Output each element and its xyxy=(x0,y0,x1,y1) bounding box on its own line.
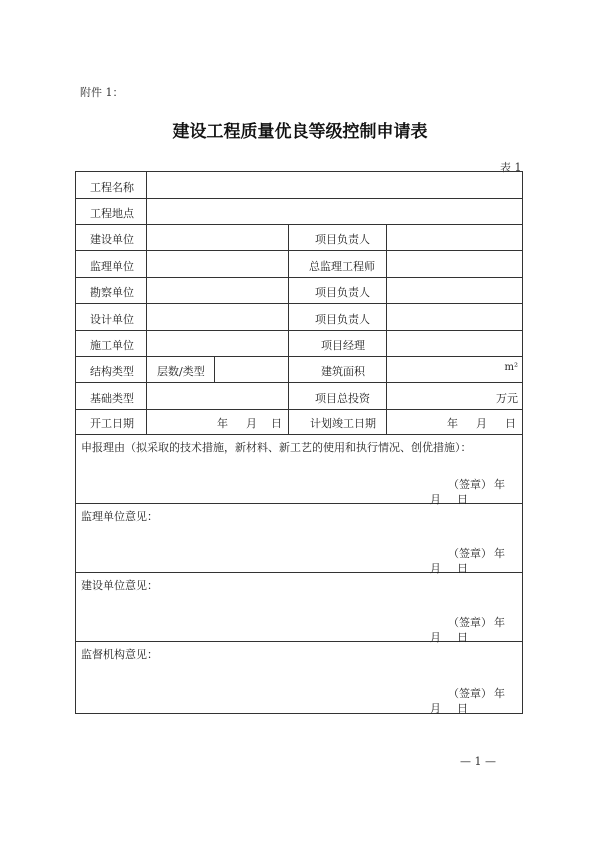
foundation-type-value[interactable] xyxy=(147,383,289,409)
survey-unit-value[interactable] xyxy=(147,278,289,303)
project-name-label: 工程名称 xyxy=(90,181,134,194)
project-leader-label-1: 项目负责人 xyxy=(315,233,370,246)
chief-supervisor-label: 总监理工程师 xyxy=(309,260,375,273)
authority-year: 年 xyxy=(494,687,505,700)
project-manager-value[interactable] xyxy=(387,331,522,356)
completion-year: 年 xyxy=(447,417,458,430)
project-name-value[interactable] xyxy=(147,172,522,198)
start-month: 月 xyxy=(246,417,257,430)
building-area-label: 建筑面积 xyxy=(321,365,365,378)
section-construction-opinion[interactable] xyxy=(76,573,522,642)
floors-type-label: 层数/类型 xyxy=(157,365,205,378)
authority-month: 月 xyxy=(430,702,441,715)
investment-unit: 万元 xyxy=(496,392,518,405)
construction-month: 月 xyxy=(430,631,441,644)
project-site-value[interactable] xyxy=(147,199,522,224)
form-title: 建设工程质量优良等级控制申请表 xyxy=(172,122,428,142)
foundation-type-label: 基础类型 xyxy=(90,392,134,405)
construction-opinion-label: 建设单位意见： xyxy=(81,579,158,592)
planned-completion-value[interactable] xyxy=(387,410,522,434)
row-project-site xyxy=(76,199,522,225)
project-manager-label: 项目经理 xyxy=(321,339,365,352)
total-investment-value[interactable] xyxy=(387,383,522,409)
project-leader-value-3[interactable] xyxy=(387,304,522,330)
authority-seal: （签章） xyxy=(448,687,492,700)
section-authority-opinion[interactable] xyxy=(76,642,522,713)
construction-year: 年 xyxy=(494,616,505,629)
construction-unit-label: 建设单位 xyxy=(90,233,134,246)
project-leader-label-2: 项目负责人 xyxy=(315,286,370,299)
page-number: — 1 — xyxy=(460,755,496,768)
supervision-opinion-label: 监理单位意见： xyxy=(81,510,158,523)
construction-unit-value[interactable] xyxy=(147,225,289,250)
row-structure-type xyxy=(76,357,522,383)
chief-supervisor-value[interactable] xyxy=(387,251,522,277)
completion-day: 日 xyxy=(505,417,516,430)
row-foundation-type xyxy=(76,383,522,410)
project-leader-label-3: 项目负责人 xyxy=(315,313,370,326)
authority-day: 日 xyxy=(457,702,468,715)
supervision-unit-value[interactable] xyxy=(147,251,289,277)
reason-seal: （签章） xyxy=(448,478,492,491)
design-unit-value[interactable] xyxy=(147,304,289,330)
row-project-name xyxy=(76,172,522,199)
supervision-month: 月 xyxy=(430,562,441,575)
reason-year: 年 xyxy=(494,478,505,491)
supervision-year: 年 xyxy=(494,547,505,560)
reason-label: 申报理由（拟采取的技术措施，新材料、新工艺的使用和执行情况、创优措施）： xyxy=(81,441,472,454)
reason-month: 月 xyxy=(430,493,441,506)
area-unit: m² xyxy=(504,362,518,373)
application-form xyxy=(75,171,523,714)
construction-day: 日 xyxy=(457,631,468,644)
row-survey-unit xyxy=(76,278,522,304)
survey-unit-label: 勘察单位 xyxy=(90,286,134,299)
completion-month: 月 xyxy=(476,417,487,430)
project-site-label: 工程地点 xyxy=(90,207,134,220)
start-year: 年 xyxy=(217,417,228,430)
start-date-value[interactable] xyxy=(147,410,289,434)
row-dates xyxy=(76,410,522,435)
design-unit-label: 设计单位 xyxy=(90,313,134,326)
supervision-seal: （签章） xyxy=(448,547,492,560)
planned-completion-label: 计划竣工日期 xyxy=(310,417,376,430)
row-supervision-unit xyxy=(76,251,522,278)
project-leader-value-2[interactable] xyxy=(387,278,522,303)
table-number: 表 1 xyxy=(500,161,522,174)
structure-type-label: 结构类型 xyxy=(90,365,134,378)
contractor-unit-label: 施工单位 xyxy=(90,339,134,352)
reason-day: 日 xyxy=(457,493,468,506)
supervision-day: 日 xyxy=(457,562,468,575)
section-reason[interactable] xyxy=(76,435,522,504)
construction-seal: （签章） xyxy=(448,616,492,629)
contractor-unit-value[interactable] xyxy=(147,331,289,356)
section-supervision-opinion[interactable] xyxy=(76,504,522,573)
row-construction-unit xyxy=(76,225,522,251)
start-date-label: 开工日期 xyxy=(90,417,134,430)
supervision-unit-label: 监理单位 xyxy=(90,260,134,273)
authority-opinion-label: 监督机构意见： xyxy=(81,648,158,661)
row-contractor-unit xyxy=(76,331,522,357)
row-design-unit xyxy=(76,304,522,331)
start-day: 日 xyxy=(271,417,282,430)
building-area-value[interactable] xyxy=(387,357,522,382)
attachment-label: 附件 1： xyxy=(80,86,124,99)
project-leader-value-1[interactable] xyxy=(387,225,522,250)
floors-type-value[interactable] xyxy=(215,357,289,382)
total-investment-label: 项目总投资 xyxy=(315,392,370,405)
